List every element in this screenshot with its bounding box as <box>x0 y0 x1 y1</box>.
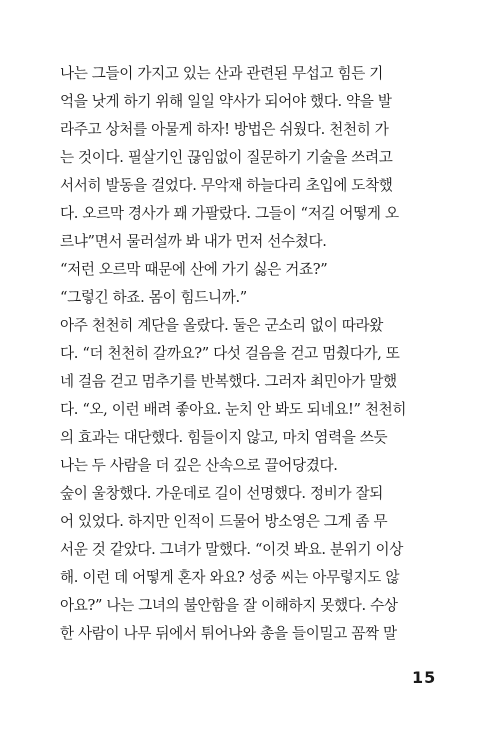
text-line: 나는 두 사람을 더 깊은 산속으로 끌어당겼다. <box>60 457 338 474</box>
text-line: 의 효과는 대단했다. 힘들이지 않고, 마치 염력을 쓰듯 <box>60 429 388 446</box>
text-line: 서운 것 같았다. 그녀가 말했다. “이것 봐요. 분위기 이상 <box>60 541 403 558</box>
text-line: 다. 오르막 경사가 꽤 가팔랐다. 그들이 “저길 어떻게 오 <box>60 205 399 222</box>
body-text <box>60 60 440 648</box>
text-line: 아요?” 나는 그녀의 불안함을 잘 이해하지 못했다. 수상 <box>60 597 398 614</box>
text-line: 해. 이런 데 어떻게 혼자 와요? 성중 씨는 아무렇지도 않 <box>60 569 400 586</box>
text-line: 서서히 발동을 걸었다. 무악재 하늘다리 초입에 도착했 <box>60 177 393 194</box>
text-line: 는 것이다. 필살기인 끊임없이 질문하기 기술을 쓰려고 <box>60 149 393 166</box>
text-line: “그렇긴 하죠. 몸이 힘드니까.” <box>60 289 247 306</box>
text-line: “저런 오르막 때문에 산에 가기 싫은 거죠?” <box>60 261 328 278</box>
text-line: 한 사람이 나무 뒤에서 튀어나와 총을 들이밀고 꼼짝 말 <box>60 625 397 642</box>
text-line: 라주고 상처를 아물게 하자! 방법은 쉬웠다. 천천히 가 <box>60 121 389 138</box>
text-line: 다. “오, 이런 배려 좋아요. 눈치 안 봐도 되네요!” 천천히 <box>60 401 407 418</box>
text-line: 억을 낫게 하기 위해 일일 약사가 되어야 했다. 약을 발 <box>60 93 392 110</box>
page-number: 15 <box>412 668 437 687</box>
text-line: 네 걸음 걷고 멈추기를 반복했다. 그러자 최민아가 말했 <box>60 373 397 390</box>
text-line: 나는 그들이 가지고 있는 산과 관련된 무섭고 힘든 기 <box>60 65 384 82</box>
text-line: 어 있었다. 하지만 인적이 드물어 방소영은 그게 좀 무 <box>60 513 388 530</box>
text-line: 르냐”면서 물러설까 봐 내가 먼저 선수쳤다. <box>60 233 327 250</box>
text-line: 숲이 울창했다. 가운데로 길이 선명했다. 정비가 잘되 <box>60 485 384 502</box>
text-line: 다. “더 천천히 갈까요?” 다섯 걸음을 걷고 멈췄다가, 또 <box>60 345 400 362</box>
text-line: 아주 천천히 계단을 올랐다. 둘은 군소리 없이 따라왔 <box>60 317 384 334</box>
